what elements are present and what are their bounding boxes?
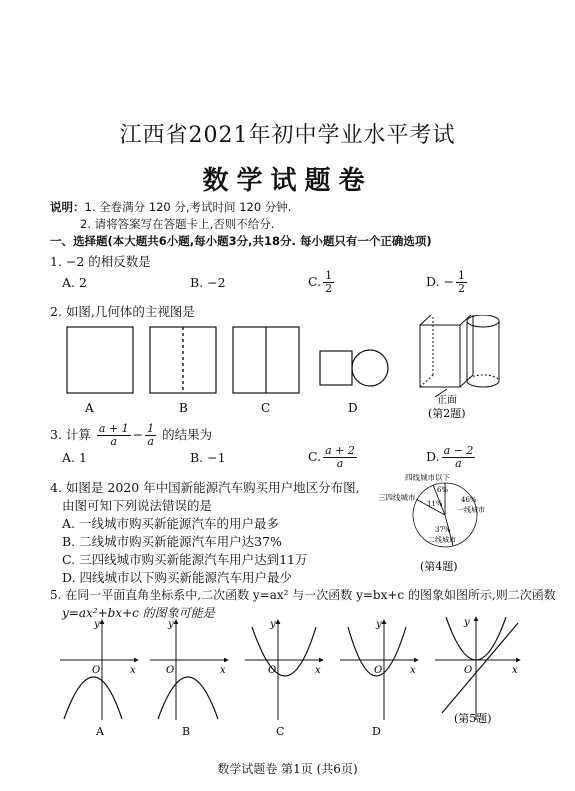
- exam-subject: 数学试题卷: [202, 166, 373, 196]
- pie-value-tier34: 11%: [427, 500, 443, 508]
- instructions-label: 说明：: [50, 200, 85, 214]
- q4-option-c: C. 三四线城市购买新能源汽车用户达到11万: [62, 552, 308, 567]
- pie-value-tier2: 37%: [435, 526, 451, 534]
- q1-option-b: B. −2: [190, 275, 226, 290]
- exam-title: 江西省2021年初中学业水平考试: [119, 123, 456, 148]
- q5-a-x: x: [130, 665, 136, 676]
- q5-graph-c: [245, 620, 323, 720]
- q2-figure-a: [67, 327, 133, 393]
- q5-ref-origin: O: [464, 665, 473, 676]
- q5-b-x: x: [220, 665, 226, 676]
- q4-option-a: A. 一线城市购买新能源汽车的用户最多: [62, 516, 279, 531]
- q2-stem: 2. 如图,几何体的主视图是: [50, 304, 195, 319]
- q5-caption: (第5题): [454, 712, 492, 725]
- q5-c-y: y: [270, 619, 276, 630]
- q4-line1: 4. 如图是 2020 年中国新能源汽车购买用户地区分布图,: [50, 480, 360, 495]
- pie-label-tier4-below: 四线城市以下: [405, 473, 450, 482]
- q4-pie-chart: [365, 470, 515, 585]
- q2-caption: (第2题): [428, 407, 466, 420]
- q5-a-origin: O: [92, 665, 101, 676]
- q5-ref-x: x: [512, 665, 518, 676]
- q5-d-origin: O: [374, 665, 383, 676]
- q5-d-y: y: [376, 619, 382, 630]
- q2-figures: [55, 315, 515, 425]
- q5-d-x: x: [410, 665, 416, 676]
- q2-front-label: 正面: [437, 395, 457, 406]
- q5-line2: y=ax²+bx+c 的图象可能是: [62, 606, 215, 620]
- q5-label-a: A: [96, 725, 104, 738]
- section-heading: 一、选择题(本大题共6小题,每小题3分,共18分. 每小题只有一个正确选项): [50, 234, 432, 248]
- q5-b-origin: O: [166, 665, 175, 676]
- q3-stem: 3. 计算 $\frac{a + 1}{a}$ − $\frac{1}{a}$ 的结果为: [50, 422, 213, 448]
- q5-reference-graph: [435, 617, 520, 720]
- q5-a-y: y: [94, 619, 100, 630]
- q3-option-a: A. 1: [62, 450, 87, 465]
- pie-label-tier2: 二线城市: [428, 536, 456, 544]
- q2-label-a: A: [85, 401, 94, 415]
- q2-figure-d: [320, 351, 352, 385]
- q3-option-c: C. $\frac{a + 2}{a}$: [308, 444, 355, 470]
- instructions-text-1: 1. 全卷满分 120 分,考试时间 120 分钟.: [84, 200, 292, 214]
- q5-graphs: [50, 615, 530, 740]
- pie-label-tier1: 一线城市: [457, 506, 485, 514]
- q1-option-c: C. $\frac{1}{2}$: [308, 269, 333, 295]
- q3-option-b: B. −1: [190, 450, 226, 465]
- q2-label-d: D: [348, 401, 358, 415]
- q5-label-b: B: [182, 725, 191, 738]
- q1-option-d: D. − $\frac{1}{2}$: [426, 269, 465, 295]
- q4-line2: 由图可知下列说法错误的是: [62, 498, 213, 513]
- q2-solid-figure: [420, 315, 499, 397]
- q5-graph-b: [150, 620, 228, 720]
- q5-c-x: x: [315, 665, 321, 676]
- instructions-line2: 2. 请将答案写在答题卡上,否则不给分.: [80, 217, 275, 231]
- pie-value-tier4-below: 6%: [437, 486, 449, 494]
- q5-b-y: y: [168, 619, 174, 630]
- q2-label-c: C: [261, 401, 271, 415]
- pie-value-tier1: 46%: [461, 496, 477, 504]
- q5-label-c: C: [276, 725, 285, 738]
- q5-ref-y: y: [464, 617, 470, 628]
- q1-option-a: A. 2: [62, 275, 87, 290]
- q5-line1: 5. 在同一平面直角坐标系中,二次函数 y=ax² 与一次函数 y=bx+c 的图象如图所示,则二次函数: [50, 588, 556, 602]
- q5-label-d: D: [372, 725, 381, 738]
- q2-label-b: B: [179, 401, 188, 415]
- page-footer: 数学试题卷 第1页 (共6页): [217, 762, 358, 776]
- q5-c-origin: O: [268, 665, 277, 676]
- q4-option-d: D. 四线城市以下购买新能源汽车用户最少: [62, 570, 293, 585]
- pie-label-tier34: 三四线城市: [378, 493, 416, 502]
- q4-option-b: B. 二线城市购买新能源汽车用户达37%: [62, 534, 282, 549]
- instructions-line1: [50, 199, 291, 215]
- q3-option-d: D. $\frac{a - 2}{a}$: [426, 444, 474, 470]
- q1-stem: 1. −2 的相反数是: [50, 254, 151, 269]
- q4-caption: (第4题): [420, 560, 458, 573]
